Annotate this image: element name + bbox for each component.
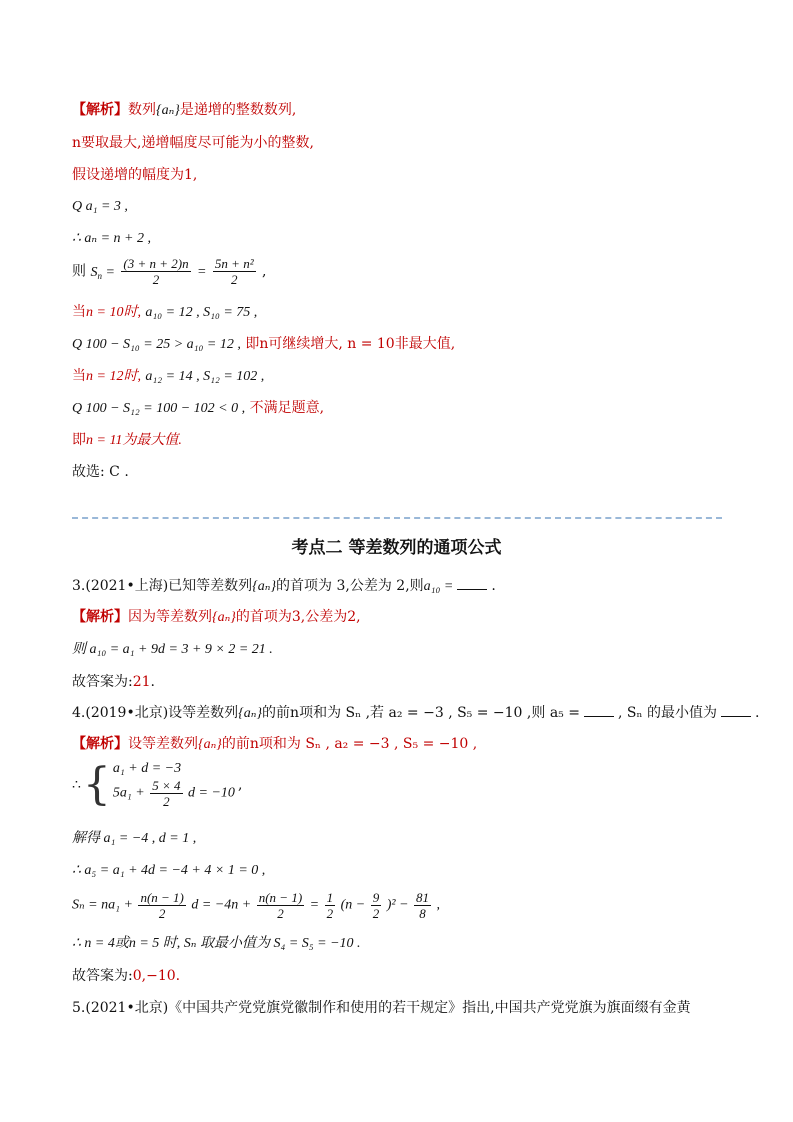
text: n = 12时,	[86, 369, 141, 384]
analysis-tag: 【解析】	[72, 736, 128, 752]
question-4-solution	[72, 734, 477, 755]
solution-line-2	[72, 133, 314, 153]
solution-line-11	[72, 430, 182, 451]
question-3-calc: 则 a₁₀ = a₁ + 9d = 3 + 9 × 2 = 21 .	[72, 642, 273, 657]
solution-line-3	[72, 165, 197, 185]
question-4-min: ∴ n = 4或n = 5 时, Sₙ 取最小值为 S₄ = S₅ = −10 .	[72, 936, 361, 951]
math: {aₙ}	[156, 103, 180, 118]
text: 4.(2019•北京)设等差数列	[72, 705, 239, 721]
text: n = 10时,	[86, 305, 141, 320]
text: 的前n项和为 Sₙ ,若 a₂ = −3 , S₅ = −10 ,则 a₅ =	[262, 705, 580, 721]
value: 0	[132, 968, 142, 984]
solution-line-5: ∴ aₙ = n + 2 ,	[72, 231, 151, 246]
equation-row: 5a₁ + $\frac{5 \times 4}{2}$ d = −10	[112, 778, 235, 809]
analysis-tag: 【解析】	[72, 102, 128, 118]
text: .	[491, 578, 496, 594]
text: 的首项为	[235, 609, 292, 625]
value: −10	[146, 968, 176, 984]
text: , Sₙ 的最小值为	[617, 705, 717, 721]
text: 当	[72, 304, 86, 320]
text: 不满足题意,	[249, 400, 325, 416]
solution-line-12: 故选: C .	[72, 464, 129, 480]
text: 因为等差数列	[128, 609, 212, 625]
text: 故答案为:	[72, 674, 133, 690]
math: {aₙ}	[212, 610, 236, 625]
math: a₁₂ = 14 , S₁₂ = 102 ,	[145, 369, 265, 384]
question-3-solution	[72, 607, 361, 628]
section-divider	[72, 517, 722, 519]
text: ,	[141, 968, 147, 984]
text: 3.(2021•上海)已知等差数列	[72, 578, 253, 594]
equation-row: a₁ + d = −3	[112, 761, 182, 776]
text: n = 11为最大值.	[86, 433, 182, 448]
text: 设等差数列	[128, 736, 198, 752]
text: n要取最大,递增幅度尽可能为小的整数,	[72, 135, 314, 151]
text: 是递增的整数数列,	[179, 102, 297, 118]
value: 3	[291, 609, 301, 625]
equation-system	[72, 760, 242, 809]
solution-line-6: 则 $S_n$ = $\frac{(3 + n + 2)n}{2}$ = $\frac{\text{5n + n²}}{2}$ ,	[72, 256, 267, 287]
section-title: 考点二 等差数列的通项公式	[291, 538, 502, 558]
question-4	[72, 703, 759, 724]
math: a₁₀ =	[423, 579, 454, 594]
text: 假设递增的幅度为	[72, 167, 184, 183]
solution-line-4: Q a₁ = 3 ,	[72, 199, 128, 214]
therefore-symbol: ∴	[72, 776, 81, 793]
text: 数列	[128, 102, 156, 118]
value: 1	[184, 167, 193, 183]
solution-line-7	[72, 302, 257, 323]
text: ,	[192, 167, 198, 183]
solution-line-10	[72, 398, 324, 419]
text: 的首项为 3,公差为 2,则	[276, 578, 424, 594]
math: {aₙ}	[198, 737, 222, 752]
text: 即	[72, 432, 86, 448]
value: 21	[132, 674, 151, 690]
text: 则	[72, 263, 86, 280]
math: Q 100 − S₁₂ = 100 − 102 < 0 ,	[72, 401, 246, 416]
text: 当	[72, 368, 86, 384]
text: 故答案为:	[72, 968, 133, 984]
solution-line-1	[72, 100, 296, 121]
question-3	[72, 576, 496, 597]
math: a₁₀ = 12 , S₁₀ = 75 ,	[145, 305, 258, 320]
question-4-answer	[72, 966, 180, 986]
text: ,	[237, 776, 243, 793]
solution-line-9	[72, 366, 264, 387]
text: ,公差为	[300, 609, 348, 625]
question-4-a5: ∴ a₅ = a₁ + 4d = −4 + 4 × 1 = 0 ,	[72, 863, 266, 878]
math: {aₙ}	[252, 579, 277, 594]
text: 的前n项和为 Sₙ , a₂ = −3 , S₅ = −10 ,	[221, 736, 478, 752]
text: .	[754, 705, 760, 721]
value: 2	[347, 609, 357, 625]
question-4-sn: Sₙ = na₁ + $\frac{n(n - 1)}{2}$ d = −4n + $\frac{n(n - 1)}{2}$ = $\frac{1}{2}$ (n − $\frac{9}{2}$ )² − $\frac{81}{8}$ ,	[72, 890, 441, 921]
question-3-answer	[72, 672, 155, 692]
text: 即n可继续增大, n = 10非最大值,	[245, 336, 456, 352]
question-5: 5.(2021•北京)《中国共产党党旗党徽制作和使用的若干规定》指出,中国共产党党旗为旗面缀有金黄	[72, 1000, 691, 1016]
fraction: $\frac{\text{5n + n²}}{2}$	[214, 256, 254, 287]
question-4-solve: 解得 a₁ = −4 , d = 1 ,	[72, 831, 197, 846]
text: .	[175, 968, 181, 984]
solution-line-8	[72, 334, 455, 355]
math: {aₙ}	[238, 706, 263, 721]
text: ,	[356, 609, 361, 625]
analysis-tag: 【解析】	[72, 609, 128, 625]
text: .	[150, 674, 155, 690]
fraction: $\frac{(3 + n + 2)n}{2}$	[123, 256, 189, 287]
answer-blank	[721, 704, 751, 717]
answer-blank	[584, 704, 614, 717]
math: Q 100 − S₁₀ = 25 > a₁₀ = 12 ,	[72, 337, 241, 352]
brace: {	[82, 758, 111, 810]
answer-blank	[457, 577, 487, 590]
